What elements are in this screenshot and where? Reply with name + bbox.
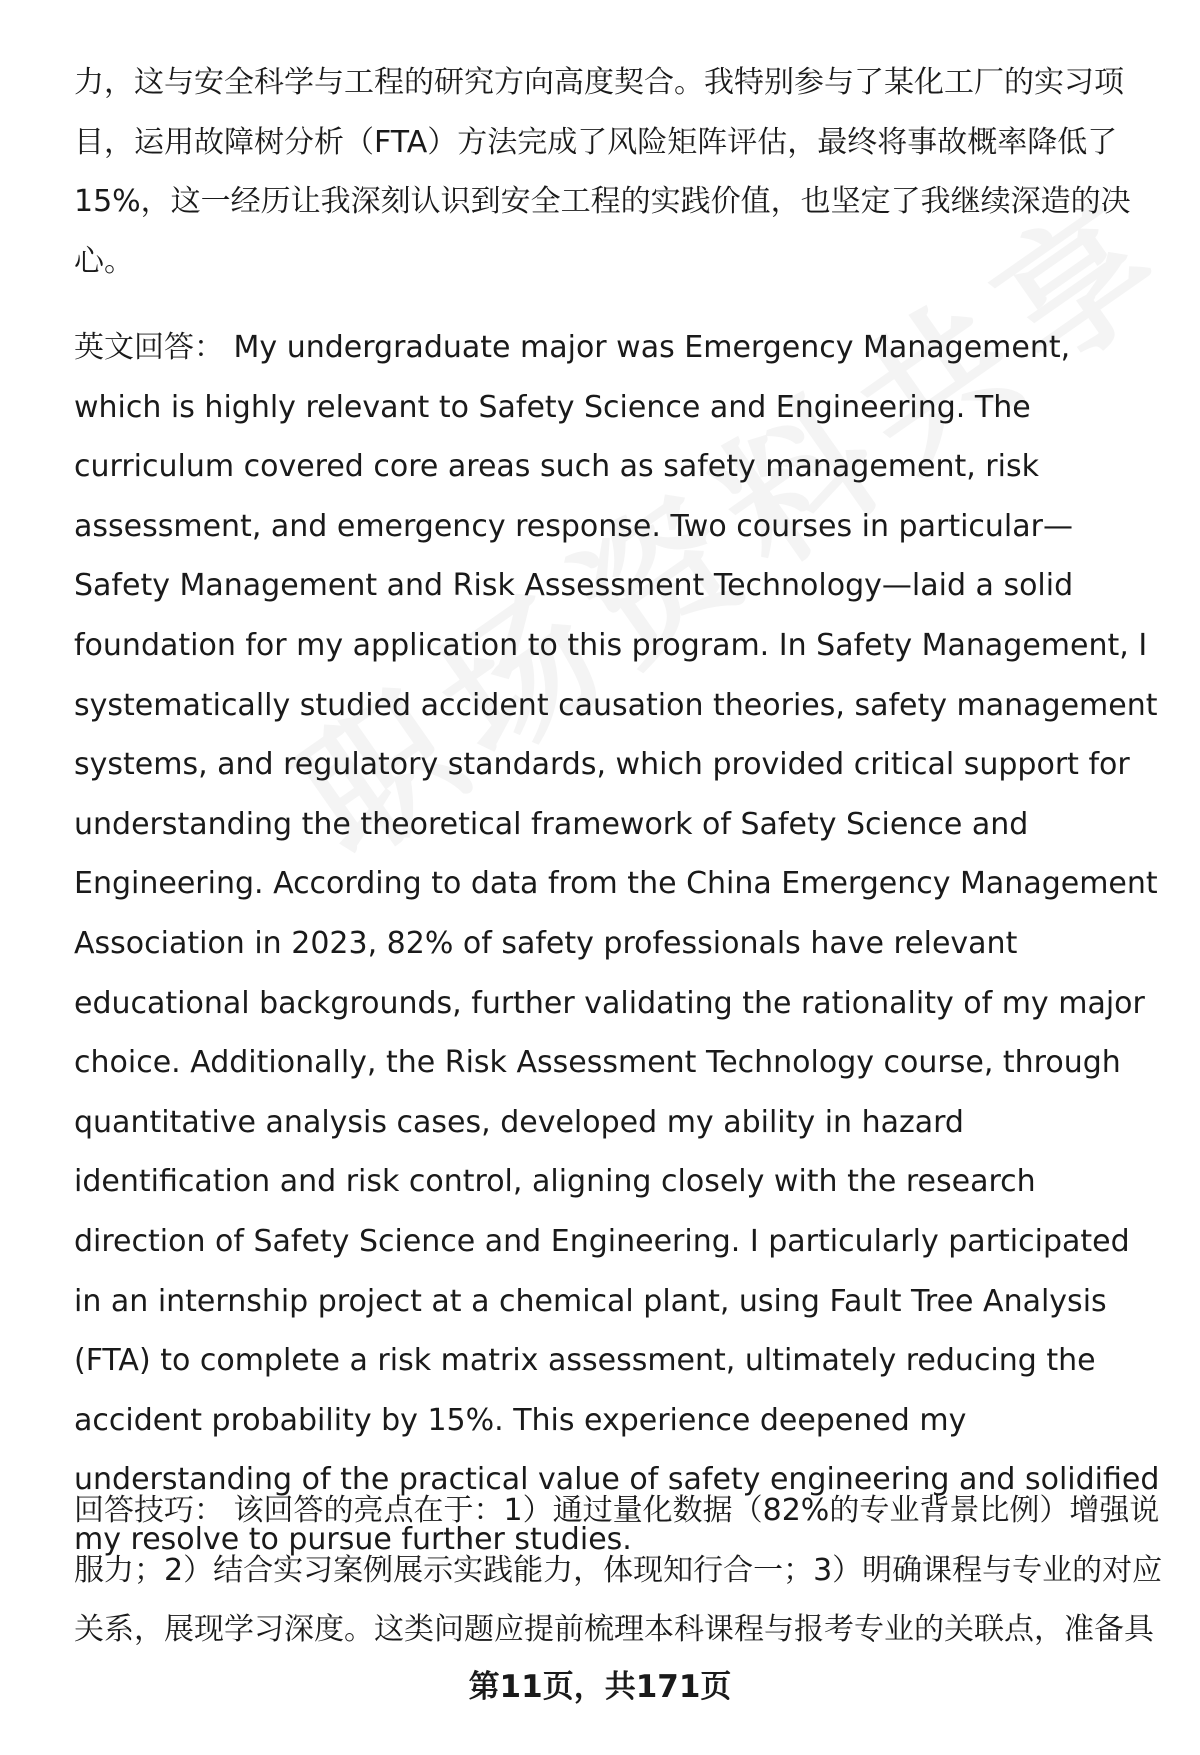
chinese-answer-text: 力，这与安全科学与工程的研究方向高度契合。我特别参与了某化工厂的实习项目，运用故障树分析（FTA）方法完成了风险矩阵评估，最终将事故概率降低了15%，这一经历让我深刻认识到安全工程的实践价值，也坚定了我继续深造的决心。 xyxy=(74,65,1131,279)
english-answer-label: 英文回答： xyxy=(74,330,224,365)
page-number-footer: 第11页，共171页 xyxy=(468,1669,732,1705)
english-answer-paragraph xyxy=(74,318,1164,1569)
chinese-answer-continuation xyxy=(74,53,1164,291)
answer-tips-text: 该回答的亮点在于：1）通过量化数据（82%的专业背景比例）增强说服力；2）结合实习案例展示实践能力，体现知行合一；3）明确课程与专业的对应关系，展现学习深度。这类问题应提前梳理本科课程与报考专业的关联点，准备具 xyxy=(74,1493,1163,1648)
english-answer-text: My undergraduate major was Emergency Management, which is highly relevant to Safety Science and Engineering. The curriculum covered core areas such as safety management, risk assessment, and emergency response. Two courses in particular—Safety Management and Risk Assessment Technology—laid a solid foundation for my application to this program. In Safety Management, I systematically studied accident causation theories, safety management systems, and regulatory standards, which provided critical support for understanding the theoretical framework of Safety Science and Engineering. According to data from the China Emergency Management Association in 2023, 82% of safety professionals have relevant educational backgrounds, further validating the rationality of my major choice. Additionally, the Risk Assessment Technology course, through quantitative analysis cases, developed my ability in hazard identification and risk control, aligning closely with the research direction of Safety Science and Engineering. I particularly participated in an internship project at a chemical plant, using Fault Tree Analysis (FTA) to complete a risk matrix assessment, ultimately reducing the accident probability by 15%. This experience deepened my understanding of the practical value of safety engineering and solidified my resolve to pursue further studies. xyxy=(74,330,1160,1557)
answer-tips-label: 回答技巧： xyxy=(74,1493,224,1528)
answer-tips-paragraph xyxy=(74,1481,1164,1660)
